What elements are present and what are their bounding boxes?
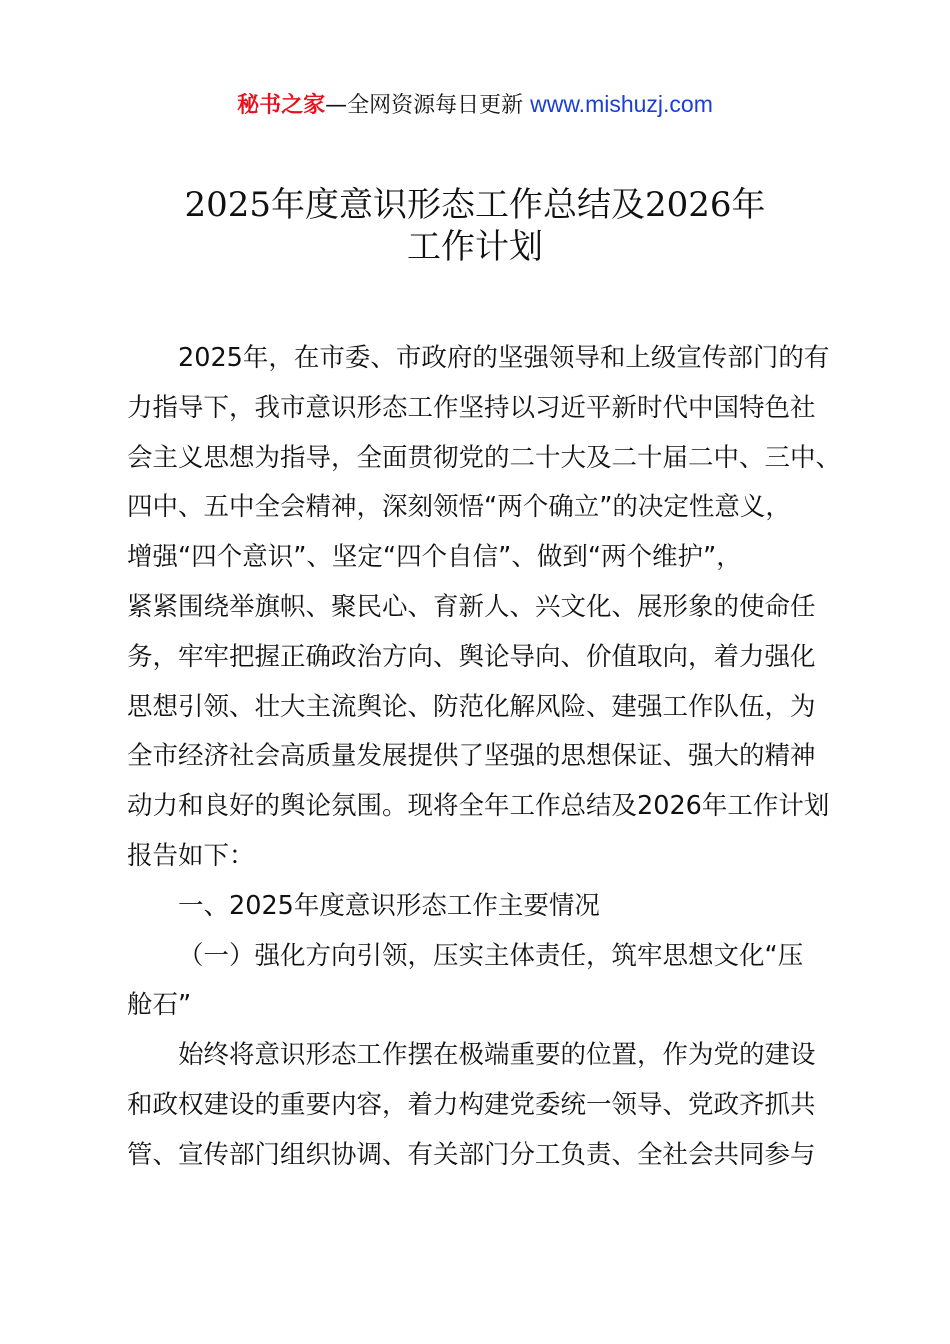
body-line: 务，牢牢把握正确政治方向、舆论导向、价值取向，着力强化 [127, 641, 816, 672]
body-line: 全市经济社会高质量发展提供了坚强的思想保证、强大的精神 [127, 741, 816, 772]
body-line: 报告如下： [127, 840, 255, 871]
section-heading: 一、2025年度意识形态工作主要情况 [178, 890, 600, 921]
brand-name: 秘书之家 [237, 93, 326, 118]
subsection-heading-line: （一）强化方向引领，压实主体责任，筑牢思想文化“压 [178, 940, 804, 971]
body-line: 2025年，在市委、市政府的坚强领导和上级宣传部门的有 [178, 343, 830, 373]
body-line: 和政权建设的重要内容，着力构建党委统一领导、党政齐抓共 [127, 1089, 816, 1120]
body-line: 会主义思想为指导，全面贯彻党的二十大及二十届二中、三中、 [127, 442, 842, 473]
title-line-2: 工作计划 [407, 227, 543, 267]
body-line: 力指导下，我市意识形态工作坚持以习近平新时代中国特色社 [127, 392, 816, 423]
body-line: 动力和良好的舆论氛围。现将全年工作总结及2026年工作计划 [127, 791, 830, 822]
body-line: 紧紧围绕举旗帜、聚民心、育新人、兴文化、展形象的使命任 [127, 591, 816, 622]
site-header-banner [0, 88, 950, 122]
document-body [127, 334, 842, 1181]
body-line: 管、宣传部门组织协调、有关部门分工负责、全社会共同参与 [127, 1139, 816, 1170]
body-line: 增强“四个意识”、坚定“四个自信”、做到“两个维护”， [127, 542, 742, 573]
body-line: 四中、五中全会精神，深刻领悟“两个确立”的决定性意义， [127, 492, 791, 523]
subsection-heading-line: 舱石” [127, 990, 192, 1021]
header-slogan: —全网资源每日更新 [325, 93, 524, 118]
title-line-1: 2025年度意识形态工作总结及2026年 [184, 185, 766, 225]
site-url-link[interactable]: www.mishuzj.com [530, 91, 713, 117]
document-title [0, 184, 950, 268]
body-line: 思想引领、壮大主流舆论、防范化解风险、建强工作队伍，为 [127, 691, 816, 722]
body-line: 始终将意识形态工作摆在极端重要的位置，作为党的建设 [178, 1040, 816, 1071]
